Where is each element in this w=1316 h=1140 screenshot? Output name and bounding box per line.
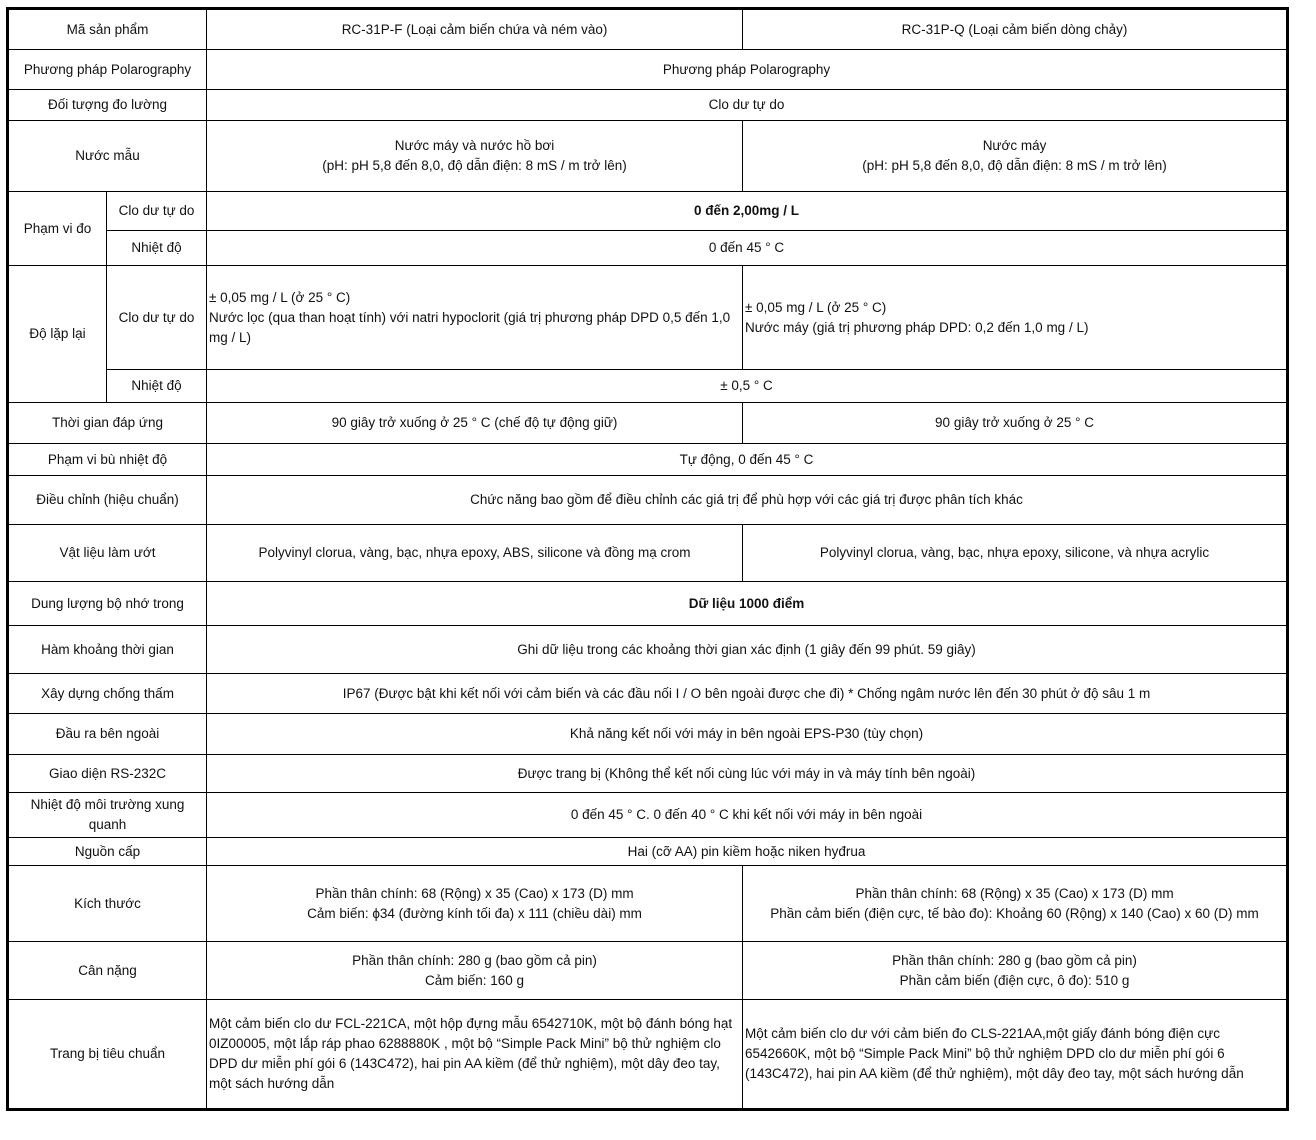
label-range-chlorine: Clo dư tự do — [107, 192, 207, 231]
compensation-value: Tự động, 0 đến 45 ° C — [207, 444, 1288, 476]
label-power: Nguồn cấp — [8, 838, 207, 866]
row-compensation — [8, 444, 1288, 476]
label-range: Phạm vi đo — [8, 192, 107, 266]
weight-f-line1: Phần thân chính: 280 g (bao gồm cả pin) — [352, 952, 597, 968]
accessories-f: Một cảm biến clo dư FCL-221CA, một hộp đựng mẫu 6542710K, một bộ đánh bóng hạt 0IZ00005, một lắp ráp phao 6288880K , một bộ “Simple Pack Mini” bộ thử nghiệm clo DPD dư miễn phí gói 6 (143C472), hai pin AA kiềm (để thử nghiệm), một dây đeo tay, một sách hướng dẫn — [207, 1000, 743, 1110]
interval-value: Ghi dữ liệu trong các khoảng thời gian xác định (1 giây đến 99 phút. 59 giây) — [207, 626, 1288, 674]
label-ambient: Nhiệt độ môi trường xung quanh — [8, 793, 207, 838]
repeat-temp-value: ± 0,5 ° C — [207, 370, 1288, 403]
spec-table — [6, 7, 1289, 1111]
label-interval: Hàm khoảng thời gian — [8, 626, 207, 674]
sample-f-line2: (pH: pH 5,8 đến 8,0, độ dẫn điện: 8 mS / m trở lên) — [322, 158, 627, 173]
model-f: RC-31P-F (Loại cảm biến chứa và ném vào) — [207, 9, 743, 50]
target-value: Clo dư tự do — [207, 90, 1288, 121]
sample-q-line1: Nước máy — [982, 138, 1047, 153]
accessories-q: Một cảm biến clo dư với cảm biến đo CLS-221AA,một giấy đánh bóng điện cực 6542660K, một bộ “Simple Pack Mini” bộ thử nghiệm DPD clo dư miễn phí gói 6 (143C472), hai pin AA kiềm (để thử nghiệm), một dây đeo tay, một sách hướng dẫn — [743, 1000, 1288, 1110]
label-weight: Cân nặng — [8, 942, 207, 1000]
label-repeat: Độ lặp lại — [8, 266, 107, 403]
power-value: Hai (cỡ AA) pin kiềm hoặc niken hyđrua — [207, 838, 1288, 866]
label-sample: Nước mẫu — [8, 121, 207, 192]
row-range-temp — [8, 231, 1288, 266]
calibration-value: Chức năng bao gồm để điều chỉnh các giá trị để phù hợp với các giá trị được phân tích khác — [207, 476, 1288, 525]
row-method — [8, 50, 1288, 90]
row-sample — [8, 121, 1288, 192]
label-range-temp: Nhiệt độ — [107, 231, 207, 266]
row-weight — [8, 942, 1288, 1000]
row-model — [8, 9, 1288, 50]
row-repeat-temp — [8, 370, 1288, 403]
repeat-f-line1: ± 0,05 mg / L (ở 25 ° C) — [209, 289, 351, 305]
label-repeat-chlorine: Clo dư tự do — [107, 266, 207, 370]
sample-q — [743, 121, 1288, 192]
method-value: Phương pháp Polarography — [207, 50, 1288, 90]
label-method: Phương pháp Polarography — [8, 50, 207, 90]
label-waterproof: Xây dựng chống thấm — [8, 674, 207, 714]
ambient-value: 0 đến 45 ° C. 0 đến 40 ° C khi kết nối với máy in bên ngoài — [207, 793, 1288, 838]
row-repeat-chlorine — [8, 266, 1288, 370]
row-range-chlorine — [8, 192, 1288, 231]
label-compensation: Phạm vi bù nhiệt độ — [8, 444, 207, 476]
repeat-f — [207, 266, 743, 370]
rs232-value: Được trang bị (Không thể kết nối cùng lúc với máy in và máy tính bên ngoài) — [207, 755, 1288, 793]
label-model: Mã sản phẩm — [8, 9, 207, 50]
weight-q-line2: Phần cảm biến (điện cực, ô đo): 510 g — [899, 972, 1130, 988]
repeat-f-line2: Nước lọc (qua than hoạt tính) với natri hypoclorit (giá trị phương pháp DPD 0,5 đến 1,0 mg / L) — [209, 309, 731, 345]
repeat-q — [743, 266, 1288, 370]
sample-f-line1: Nước máy và nước hồ bơi — [394, 138, 555, 153]
label-rs232: Giao diện RS-232C — [8, 755, 207, 793]
row-accessories — [8, 1000, 1288, 1110]
wetted-f: Polyvinyl clorua, vàng, bạc, nhựa epoxy, ABS, silicone và đồng mạ crom — [207, 525, 743, 582]
size-q-line1: Phần thân chính: 68 (Rộng) x 35 (Cao) x 173 (D) mm — [855, 885, 1174, 901]
memory-value: Dữ liệu 1000 điểm — [207, 582, 1288, 626]
row-output — [8, 714, 1288, 755]
row-wetted — [8, 525, 1288, 582]
range-chlorine-value: 0 đến 2,00mg / L — [207, 192, 1288, 231]
weight-q-line1: Phần thân chính: 280 g (bao gồm cả pin) — [892, 952, 1137, 968]
size-f — [207, 866, 743, 942]
model-q: RC-31P-Q (Loại cảm biến dòng chảy) — [743, 9, 1288, 50]
label-response: Thời gian đáp ứng — [8, 403, 207, 444]
size-f-line1: Phần thân chính: 68 (Rộng) x 35 (Cao) x 173 (D) mm — [315, 885, 634, 901]
response-f: 90 giây trở xuống ở 25 ° C (chế độ tự động giữ) — [207, 403, 743, 444]
sample-f — [207, 121, 743, 192]
sample-q-line2: (pH: pH 5,8 đến 8,0, độ dẫn điện: 8 mS / m trở lên) — [862, 158, 1167, 173]
label-memory: Dung lượng bộ nhớ trong — [8, 582, 207, 626]
size-q — [743, 866, 1288, 942]
label-repeat-temp: Nhiệt độ — [107, 370, 207, 403]
row-calibration — [8, 476, 1288, 525]
label-calibration: Điều chỉnh (hiệu chuẩn) — [8, 476, 207, 525]
range-temp-value: 0 đến 45 ° C — [207, 231, 1288, 266]
size-f-line2: Cảm biến: ϕ34 (đường kính tối đa) x 111 (chiều dài) mm — [307, 905, 642, 921]
label-output: Đầu ra bên ngoài — [8, 714, 207, 755]
response-q: 90 giây trở xuống ở 25 ° C — [743, 403, 1288, 444]
row-size — [8, 866, 1288, 942]
size-q-line2: Phần cảm biến (điện cực, tế bào đo): Khoảng 60 (Rộng) x 140 (Cao) x 60 (D) mm — [770, 905, 1259, 921]
wetted-q: Polyvinyl clorua, vàng, bạc, nhựa epoxy, silicone, và nhựa acrylic — [743, 525, 1288, 582]
weight-f — [207, 942, 743, 1000]
repeat-q-line1: ± 0,05 mg / L (ở 25 ° C) — [745, 299, 887, 315]
row-memory — [8, 582, 1288, 626]
weight-q — [743, 942, 1288, 1000]
label-wetted: Vật liệu làm ướt — [8, 525, 207, 582]
row-ambient — [8, 793, 1288, 838]
label-accessories: Trang bị tiêu chuẩn — [8, 1000, 207, 1110]
row-target — [8, 90, 1288, 121]
row-power — [8, 838, 1288, 866]
output-value: Khả năng kết nối với máy in bên ngoài EPS-P30 (tùy chọn) — [207, 714, 1288, 755]
row-waterproof — [8, 674, 1288, 714]
row-interval — [8, 626, 1288, 674]
row-rs232 — [8, 755, 1288, 793]
waterproof-value: IP67 (Được bật khi kết nối với cảm biến và các đầu nối I / O bên ngoài được che đi) * Chống ngâm nước lên đến 30 phút ở độ sâu 1 m — [207, 674, 1288, 714]
weight-f-line2: Cảm biến: 160 g — [424, 972, 525, 988]
label-size: Kích thước — [8, 866, 207, 942]
label-target: Đối tượng đo lường — [8, 90, 207, 121]
repeat-q-line2: Nước máy (giá trị phương pháp DPD: 0,2 đến 1,0 mg / L) — [745, 319, 1089, 335]
row-response — [8, 403, 1288, 444]
